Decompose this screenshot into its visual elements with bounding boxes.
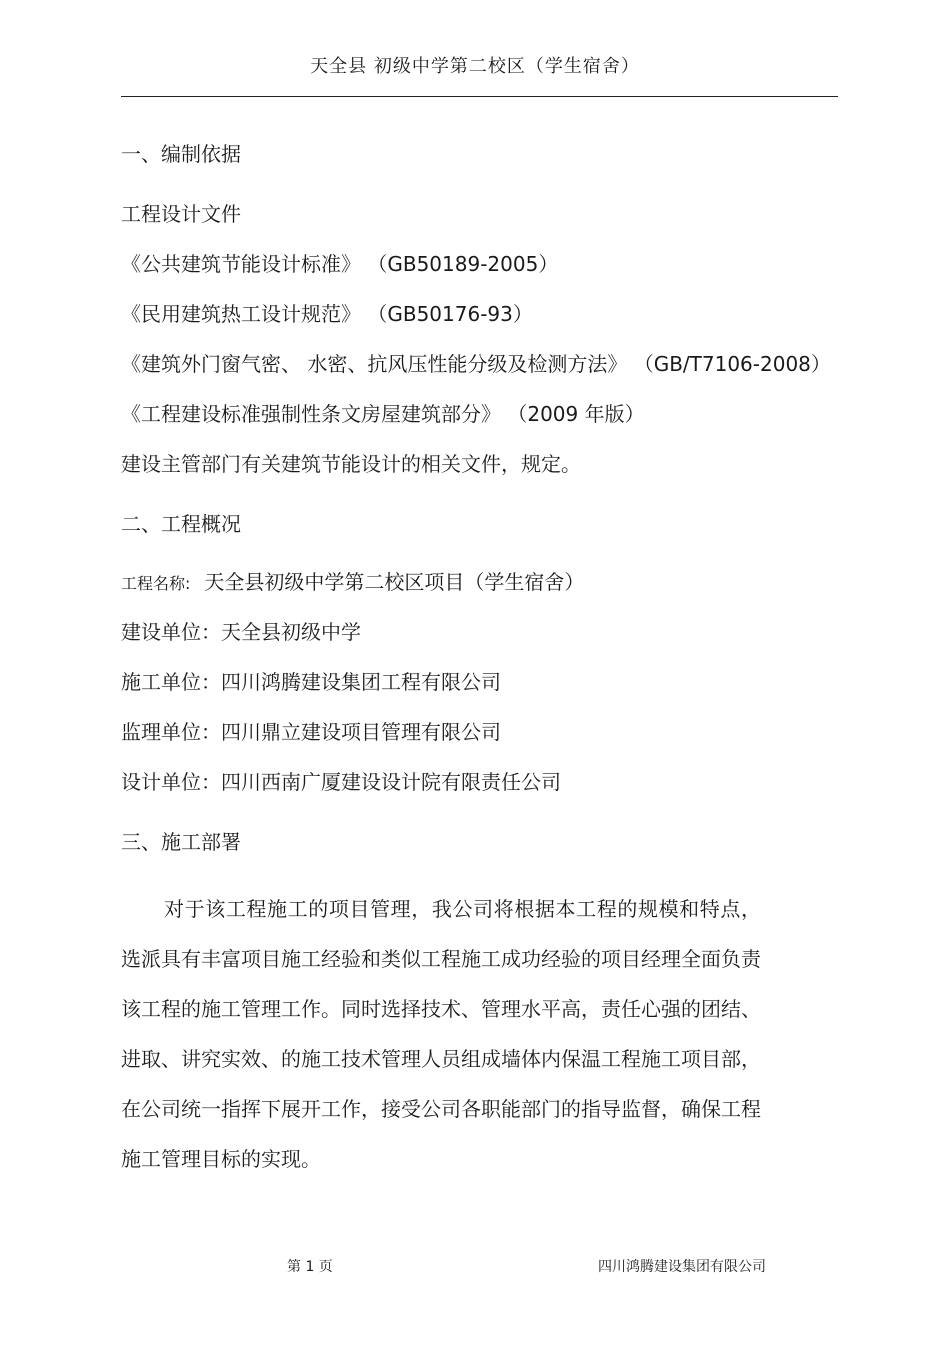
project-name-row (121, 569, 584, 597)
section1-item-2: 《民用建筑热工设计规范》 （GB50176-93） (121, 302, 533, 326)
header-divider (121, 96, 838, 97)
section1-item-5: 建设主管部门有关建筑节能设计的相关文件，规定。 (121, 452, 581, 476)
section2-item-3: 设计单位：四川西南广厦建设设计院有限责任公司 (121, 770, 561, 794)
section1-item-1: 《公共建筑节能设计标准》 （GB50189-2005） (121, 252, 559, 276)
section3-heading: 三、施工部署 (121, 830, 241, 854)
section1-item-0: 工程设计文件 (121, 202, 241, 226)
project-name-value: 天全县初级中学第二校区项目（学生宿舍） (204, 570, 585, 594)
section2-item-0: 建设单位：天全县初级中学 (121, 620, 361, 644)
section2-item-2: 监理单位：四川鼎立建设项目管理有限公司 (121, 720, 501, 744)
project-name-label: 工程名称: (121, 574, 191, 593)
footer-company: 四川鸿腾建设集团有限公司 (598, 1259, 766, 1275)
section2-heading: 二、工程概况 (121, 512, 241, 536)
section1-item-3: 《建筑外门窗气密、 水密、抗风压性能分级及检测方法》 （GB/T7106-2008） (121, 352, 831, 376)
section1-heading: 一、编制依据 (121, 142, 241, 166)
footer-page-number: 第 1 页 (287, 1259, 333, 1275)
section3-paragraph: 对于该工程施工的项目管理，我公司将根据本工程的规模和特点，选派具有丰富项目施工经验和类似工程施工成功经验的项目经理全面负责该工程的施工管理工作。同时选择技术、管理水平高，责任心强的团结、进取、讲究实效、的施工技术管理人员组成墙体内保温工程施工项目部，在公司统一指挥下展开工作，接受公司各职能部门的指导监督，确保工程施工管理目标的实现。 (121, 897, 761, 1171)
section2-item-1: 施工单位：四川鸿腾建设集团工程有限公司 (121, 670, 501, 694)
header-title: 天全县 初级中学第二校区（学生宿舍） (310, 56, 640, 77)
section1-item-4: 《工程建设标准强制性条文房屋建筑部分》 （2009 年版） (121, 402, 645, 426)
